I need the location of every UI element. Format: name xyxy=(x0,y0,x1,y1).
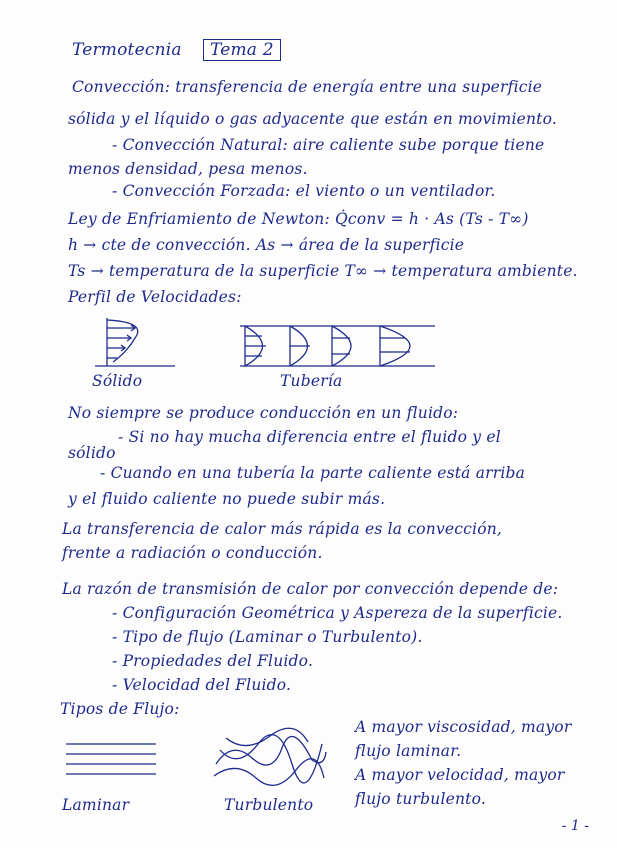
solid-label: Sólido xyxy=(92,372,143,390)
topic-box xyxy=(203,40,281,60)
page-number: - 1 - xyxy=(561,818,589,834)
topic-label: Tema 2 xyxy=(203,39,281,61)
section-heading: Perfil de Velocidades: xyxy=(68,288,242,306)
note-line: A mayor velocidad, mayor xyxy=(355,766,565,784)
text-line: y el fluido caliente no puede subir más. xyxy=(68,490,386,508)
note-line: flujo laminar. xyxy=(355,742,462,760)
note-line: flujo turbulento. xyxy=(355,790,486,808)
laminar-label: Laminar xyxy=(62,796,130,814)
text-line: sólida y el líquido o gas adyacente que están en movimiento. xyxy=(68,110,557,128)
pipe-velocity-profile xyxy=(240,322,440,372)
solid-velocity-profile xyxy=(95,318,185,378)
laminar-flow-sketch xyxy=(66,742,166,782)
list-item: - Velocidad del Fluido. xyxy=(112,676,292,694)
section-heading: Tipos de Flujo: xyxy=(60,700,180,718)
course-title: Termotecnia xyxy=(72,40,182,60)
text-line: - Convección Natural: aire caliente sube porque tiene xyxy=(112,136,545,154)
text-line: h → cte de convección. As → área de la superficie xyxy=(68,236,465,254)
text-line: La transferencia de calor más rápida es la convección, xyxy=(62,520,503,538)
text-line: sólido xyxy=(68,444,116,462)
text-line: - Si no hay mucha diferencia entre el fluido y el xyxy=(118,428,501,446)
list-item: - Tipo de flujo (Laminar o Turbulento). xyxy=(112,628,423,646)
text-line: No siempre se produce conducción en un fluido: xyxy=(68,404,459,422)
text-line: Convección: transferencia de energía entre una superficie xyxy=(72,78,543,96)
note-line: A mayor viscosidad, mayor xyxy=(355,718,572,736)
text-line: - Convección Forzada: el viento o un ventilador. xyxy=(112,182,496,200)
list-item: - Propiedades del Fluido. xyxy=(112,652,314,670)
text-line: menos densidad, pesa menos. xyxy=(68,160,308,178)
text-line: frente a radiación o conducción. xyxy=(62,544,323,562)
turbulent-label: Turbulento xyxy=(224,796,314,814)
text-line: - Cuando en una tubería la parte caliente está arriba xyxy=(100,464,526,482)
newton-law: Ley de Enfriamiento de Newton: Q̇conv = h · As (Ts - T∞) xyxy=(68,210,529,228)
list-item: - Configuración Geométrica y Aspereza de la superficie. xyxy=(112,604,563,622)
pipe-label: Tubería xyxy=(280,372,343,390)
text-line: La razón de transmisión de calor por convección depende de: xyxy=(62,580,559,598)
turbulent-flow-sketch xyxy=(212,730,332,790)
text-line: Ts → temperatura de la superficie T∞ → temperatura ambiente. xyxy=(68,262,578,280)
